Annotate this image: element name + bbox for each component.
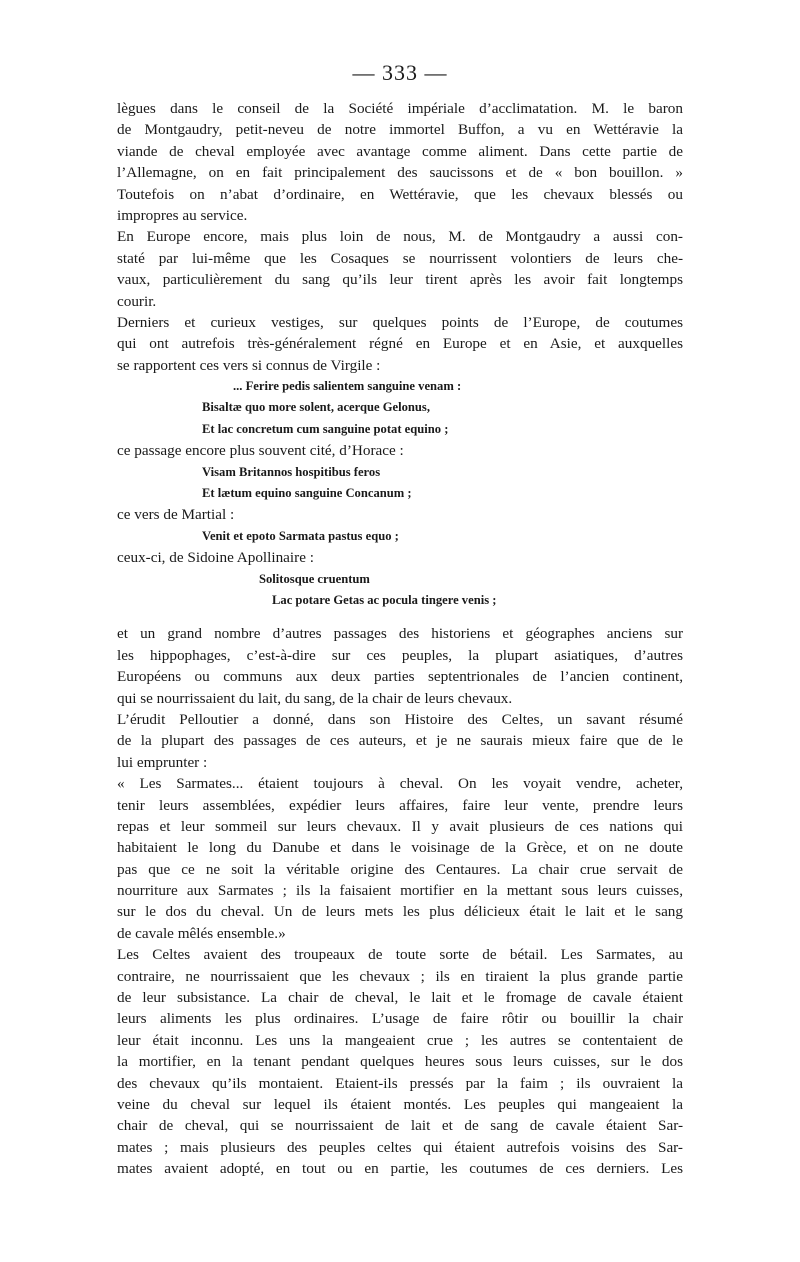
text-line: ce passage encore plus souvent cité, d’Horace :	[117, 442, 404, 460]
page-number: — 333 —	[352, 60, 448, 85]
text-line: veine du cheval sur lequel ils étaient montés. Les peuples qui mangeaient la	[117, 1095, 683, 1113]
quoted-verse-line: ... Ferire pedis salientem sanguine venam :	[233, 379, 462, 394]
text-line: chair de cheval, qui se nourrissaient de lait et de sang de cavale étaient Sar-	[117, 1117, 683, 1135]
text-line: les hippophages, c’est-à-dire sur ces peuples, la plupart asiatiques, d’autres	[117, 646, 683, 664]
text-line: impropres au service.	[117, 206, 248, 224]
quoted-verse-line: Et lac concretum cum sanguine potat equino ;	[202, 421, 449, 436]
quoted-verse-line: Venit et epoto Sarmata pastus equo ;	[202, 528, 399, 543]
text-line: ce vers de Martial :	[117, 506, 235, 524]
text-line: lègues dans le conseil de la Société impériale d’acclimatation. M. le baron	[117, 100, 683, 117]
text-line: de la plupart des passages de ces auteurs, et je ne saurais mieux faire que de le	[117, 732, 683, 750]
text-line: et un grand nombre d’autres passages des historiens et géographes anciens sur	[117, 625, 683, 643]
text-line: vaux, particulièrement du sang qu’ils leur tirent après les avoir fait longtemps	[117, 271, 683, 289]
text-line: sur le dos du cheval. Un de leurs mets les plus délicieux était le lait et le sang	[117, 903, 683, 921]
text-line: de cavale mêlés ensemble.»	[117, 924, 286, 942]
text-line: leur était inconnu. Les uns la mangeaient crue ; les autres se contentaient de	[117, 1031, 683, 1049]
text-line: pas que ce ne soit la véritable origine des Centaures. La chair crue servait de	[117, 860, 683, 878]
body-text	[117, 98, 683, 1180]
text-line: Européens ou communs aux deux parties septentrionales de l’ancien continent,	[117, 668, 683, 686]
text-line: staté par lui-même que les Cosaques se nourrissent volontiers de leurs che-	[117, 249, 683, 267]
quoted-verse-line: Bisaltæ quo more solent, acerque Gelonus,	[202, 400, 430, 415]
quoted-verse-line: Visam Britannos hospitibus feros	[202, 464, 381, 479]
text-line: ceux-ci, de Sidoine Apollinaire :	[117, 549, 314, 567]
text-line: se rapportent ces vers si connus de Virgile :	[117, 356, 381, 374]
text-line: L’érudit Pelloutier a donné, dans son Histoire des Celtes, un savant résumé	[117, 710, 683, 728]
text-line: de Montgaudry, petit-neveu de notre immortel Buffon, a vu en Wettéravie la	[117, 121, 683, 139]
text-line: qui ont autrefois très-généralement régné en Europe et en Asie, et auxquelles	[117, 335, 683, 353]
text-line: En Europe encore, mais plus loin de nous, M. de Montgaudry a aussi con-	[117, 228, 683, 246]
text-line: l’Allemagne, on en fait principalement des saucissons et de « bon bouillon. »	[117, 164, 683, 182]
text-line: des chevaux qu’ils montaient. Etaient-ils pressés par la faim ; ils ouvraient la	[117, 1074, 683, 1092]
text-line: viande de cheval employée avec avantage comme aliment. Dans cette partie de	[117, 142, 683, 160]
text-line: repas et leur sommeil sur leurs chevaux. Il y avait plusieurs de ces nations qui	[117, 817, 683, 835]
text-line: Derniers et curieux vestiges, sur quelques points de l’Europe, de coutumes	[117, 313, 683, 331]
text-line: qui se nourrissaient du lait, du sang, de la chair de leurs chevaux.	[117, 689, 513, 707]
quoted-verse-line: Lac potare Getas ac pocula tingere venis ;	[272, 592, 497, 607]
text-line: habitaient le long du Danube et dans le voisinage de la Grèce, et on ne doute	[117, 839, 683, 857]
text-line: la mortifier, en la tenant pendant quelques heures sous leurs cuisses, sur le dos	[117, 1053, 683, 1071]
text-line: contraire, ne nourrissaient que les chevaux ; ils en tiraient la plus grande partie	[117, 967, 683, 985]
text-line: Toutefois on n’abat d’ordinaire, en Wettéravie, que les chevaux blessés ou	[117, 185, 683, 203]
text-line: courir.	[117, 292, 157, 310]
text-line: nourriture aux Sarmates ; ils la faisaient mortifier en la mettant sous leurs cuisses,	[117, 882, 683, 900]
text-line: « Les Sarmates... étaient toujours à cheval. On les voyait vendre, acheter,	[117, 775, 683, 793]
text-line: lui emprunter :	[117, 753, 208, 771]
paragraph-gap	[117, 611, 683, 623]
text-line: mates ; mais plusieurs des peuples celtes qui étaient autrefois voisins des Sar-	[117, 1138, 683, 1156]
quoted-verse-line: Et lætum equino sanguine Concanum ;	[202, 486, 412, 501]
text-line: Les Celtes avaient des troupeaux de toute sorte de bétail. Les Sarmates, au	[117, 946, 683, 964]
text-line: de leur subsistance. La chair de cheval, le lait et le fromage de cavale étaient	[117, 989, 683, 1007]
text-line: mates avaient adopté, en tout ou en partie, les coutumes de ces derniers. Les	[117, 1160, 683, 1178]
text-line: leurs aliments les plus ordinaires. L’usage de faire rôtir ou bouillir la chair	[117, 1010, 683, 1028]
text-line: tenir leurs assemblées, expédier leurs affaires, faire leur vente, prendre leurs	[117, 796, 683, 814]
quoted-verse-line: Solitosque cruentum	[259, 571, 370, 586]
